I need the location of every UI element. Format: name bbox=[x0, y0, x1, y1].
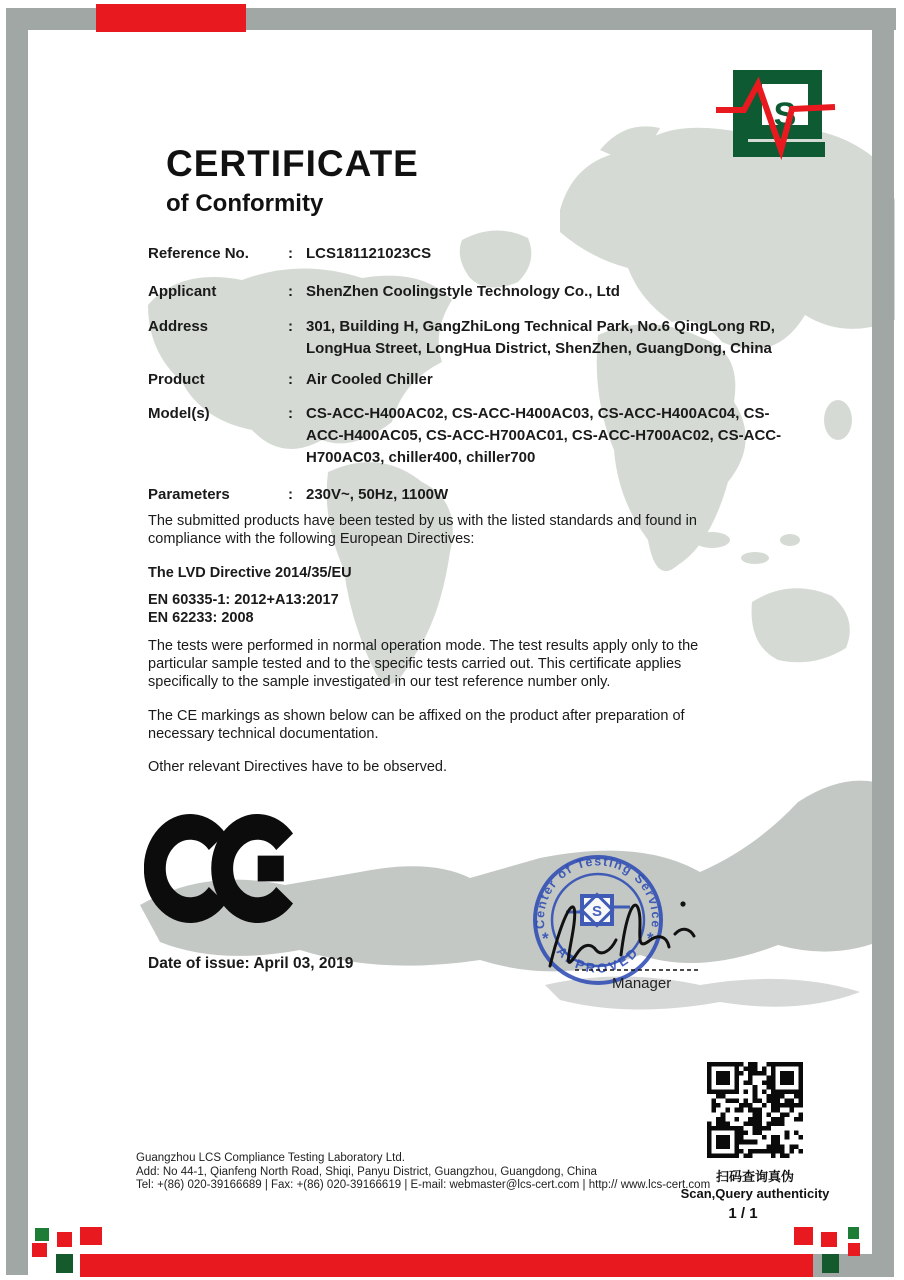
ce-mark bbox=[144, 812, 304, 925]
deco-square-green-left bbox=[35, 1228, 49, 1241]
stamp-lcs-letter: S bbox=[591, 903, 603, 920]
deco-square-dgreen-right bbox=[822, 1254, 839, 1273]
deco-square-red-right-mid bbox=[821, 1232, 837, 1247]
field-row-parameters bbox=[148, 484, 754, 506]
field-label: Address bbox=[148, 318, 209, 335]
other-note-paragraph: Other relevant Directives have to be observed. bbox=[148, 759, 448, 775]
footer-company: Guangzhou LCS Compliance Testing Laboratory Ltd. bbox=[136, 1152, 405, 1164]
field-colon: : bbox=[288, 318, 293, 335]
approval-stamp-area bbox=[520, 838, 750, 1013]
ce-note-paragraph: The CE markings as shown below can be affixed on the product after preparation of necessary technical documentation. bbox=[148, 708, 685, 742]
field-value: Air Cooled Chiller bbox=[306, 371, 433, 388]
stamp-arc-bottom-textpath: APPROVED bbox=[553, 943, 643, 976]
page-number: 1 / 1 bbox=[728, 1205, 758, 1222]
certificate-title: CERTIFICATE bbox=[166, 143, 419, 184]
frame-right-bar bbox=[872, 8, 894, 1275]
field-value: CS-ACC-H400AC02, CS-ACC-H400AC03, CS-ACC-H400AC04, CS-ACC-H400AC05, CS-ACC-H700AC01, CS-ACC-H700AC02, CS-ACC-H700AC03, chiller400, chiller700 bbox=[306, 405, 782, 466]
field-value: 301, Building H, GangZhiLong Technical Park, No.6 QingLong RD, LongHua Street, LongHua District, ShenZhen, GuangDong, China bbox=[306, 318, 775, 357]
standards-list bbox=[148, 591, 754, 627]
stamp-star-right: * bbox=[647, 929, 654, 948]
field-label: Parameters bbox=[148, 486, 230, 503]
field-row-address bbox=[148, 316, 775, 360]
signatory-role: Manager bbox=[612, 975, 672, 992]
standard-item: EN 60335-1: 2012+A13:2017 bbox=[148, 592, 339, 608]
qr-caption-en: Scan,Query authenticity bbox=[680, 1186, 830, 1201]
ce-mark-c bbox=[155, 827, 217, 910]
field-row-applicant bbox=[148, 281, 754, 303]
stamp-star-left: * bbox=[542, 929, 549, 948]
tests-note-paragraph: The tests were performed in normal operation mode. The test results apply only to the particular sample tested and to the specific tests carried out. This certificate applies specifically to the sample investigated in our test reference number only. bbox=[148, 638, 699, 690]
field-label: Reference No. bbox=[148, 245, 249, 262]
title-block bbox=[166, 143, 419, 218]
field-colon: : bbox=[288, 283, 293, 300]
date-of-issue: Date of issue: April 03, 2019 bbox=[148, 955, 354, 972]
stamp-arc-top-textpath: Center of Testing Service bbox=[532, 854, 664, 930]
field-colon: : bbox=[288, 371, 293, 388]
field-colon: : bbox=[288, 245, 293, 262]
intro-paragraph: The submitted products have been tested by us with the listed standards and found in compliance with the following European Directives: bbox=[148, 513, 697, 547]
deco-square-red-right-large bbox=[794, 1227, 813, 1245]
field-row-product bbox=[148, 369, 754, 391]
qr-caption-zh: 扫码查询真伪 bbox=[715, 1169, 794, 1184]
field-label: Applicant bbox=[148, 283, 217, 300]
field-value: 230V~, 50Hz, 1100W bbox=[306, 486, 449, 503]
deco-bottom-red-bar bbox=[80, 1254, 813, 1277]
deco-square-green-right bbox=[848, 1227, 859, 1239]
deco-square-red-left-large bbox=[80, 1227, 102, 1245]
qr-code bbox=[707, 1062, 803, 1158]
field-value: ShenZhen Coolingstyle Technology Co., Ltd bbox=[306, 283, 620, 300]
deco-square-red-left-small bbox=[32, 1243, 47, 1257]
certificate-subtitle: of Conformity bbox=[166, 190, 324, 217]
directive-line: The LVD Directive 2014/35/EU bbox=[148, 565, 352, 581]
field-colon: : bbox=[288, 405, 293, 422]
field-label: Model(s) bbox=[148, 405, 210, 422]
footer bbox=[136, 1152, 710, 1193]
field-row-models bbox=[148, 403, 782, 469]
deco-square-red-right-small bbox=[848, 1243, 860, 1256]
standard-item: EN 62233: 2008 bbox=[148, 610, 254, 626]
qr-block bbox=[660, 1062, 850, 1222]
field-row-reference bbox=[148, 243, 754, 265]
field-value: LCS181121023CS bbox=[306, 245, 432, 262]
field-label: Product bbox=[148, 371, 205, 388]
footer-address: Add: No 44-1, Qianfeng North Road, Shiqi, Panyu District, Guangzhou, Guangdong, China bbox=[136, 1165, 597, 1178]
lcs-logo bbox=[708, 62, 843, 162]
certificate-content bbox=[148, 243, 782, 776]
frame-red-accent bbox=[96, 4, 246, 32]
frame-left-bar bbox=[6, 8, 28, 1275]
footer-contact: Tel: +(86) 020-39166689 | Fax: +(86) 020-39166619 | E-mail: webmaster@lcs-cert.com | http:// www.lcs-cert.com bbox=[136, 1179, 711, 1191]
deco-square-red-left-mid bbox=[57, 1232, 72, 1247]
deco-square-dgreen-left bbox=[56, 1254, 73, 1273]
lcs-logo-letter: S bbox=[773, 95, 797, 134]
field-colon: : bbox=[288, 486, 293, 503]
